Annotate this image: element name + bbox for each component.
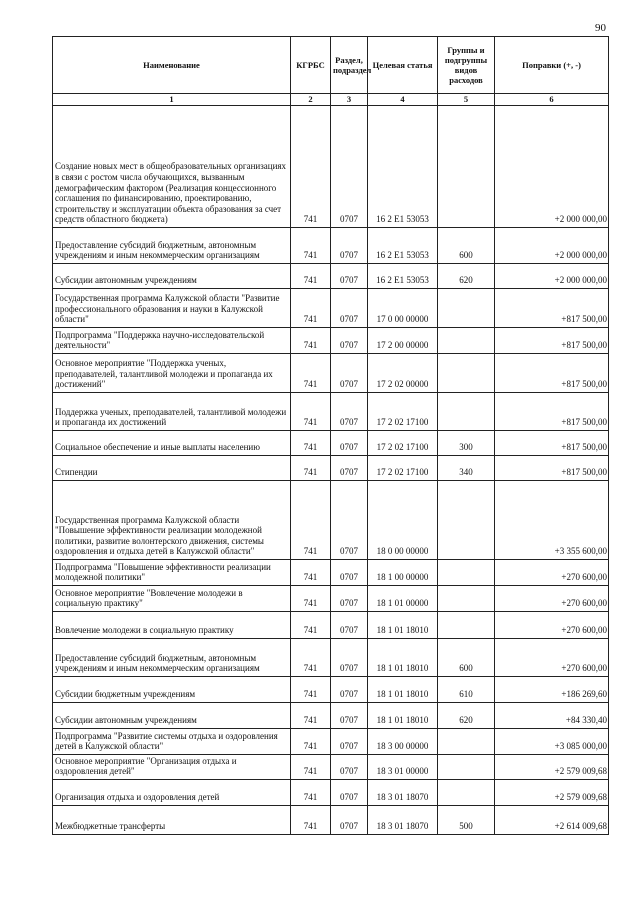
table-row <box>53 612 609 639</box>
row-amount-cell: +2 579 009,68 <box>495 780 609 806</box>
table-row <box>53 106 609 228</box>
row-amount-cell: +817 500,00 <box>495 289 609 328</box>
header-section: Раздел, подраздел <box>331 37 368 94</box>
row-name-cell: Предоставление субсидий бюджетным, автономным учреждениям и иным некоммерческим организациям <box>53 639 291 677</box>
row-kgrbs-cell: 741 <box>291 481 331 560</box>
row-target-cell: 18 3 00 00000 <box>368 729 438 755</box>
row-group-cell <box>438 586 495 612</box>
row-amount-cell: +186 269,60 <box>495 677 609 703</box>
row-kgrbs-cell: 741 <box>291 328 331 354</box>
row-group-cell <box>438 393 495 431</box>
row-group-cell <box>438 612 495 639</box>
table-row <box>53 677 609 703</box>
row-group-cell <box>438 328 495 354</box>
row-amount-cell: +270 600,00 <box>495 639 609 677</box>
row-amount-cell: +817 500,00 <box>495 328 609 354</box>
row-name-cell: Поддержка ученых, преподавателей, талантливой молодежи и пропаганда их достижений <box>53 393 291 431</box>
row-section-cell: 0707 <box>331 264 368 289</box>
row-section-cell: 0707 <box>331 806 368 835</box>
row-kgrbs-cell: 741 <box>291 106 331 228</box>
header-amount: Поправки (+, -) <box>495 37 609 94</box>
row-group-cell <box>438 289 495 328</box>
row-name-cell: Подпрограмма "Повышение эффективности реализации молодежной политики" <box>53 560 291 586</box>
row-kgrbs-cell: 741 <box>291 560 331 586</box>
row-target-cell: 17 0 00 00000 <box>368 289 438 328</box>
row-target-cell: 18 3 01 18070 <box>368 806 438 835</box>
row-kgrbs-cell: 741 <box>291 431 331 456</box>
table-row <box>53 780 609 806</box>
row-amount-cell: +817 500,00 <box>495 393 609 431</box>
column-number: 2 <box>291 94 331 106</box>
row-target-cell: 18 1 01 18010 <box>368 639 438 677</box>
row-target-cell: 17 2 02 17100 <box>368 431 438 456</box>
row-target-cell: 18 1 01 18010 <box>368 703 438 729</box>
row-kgrbs-cell: 741 <box>291 639 331 677</box>
row-name-cell: Создание новых мест в общеобразовательных организациях в связи с ростом числа обучающихся, вызванным демографическим фактором (Реализация концессионного соглашения по финансированию, проектированию, строительству и эксплуатации объекта образования за счет средств областного бюджета) <box>53 106 291 228</box>
row-name-cell: Стипендии <box>53 456 291 481</box>
table-row <box>53 481 609 560</box>
row-name-cell: Организация отдыха и оздоровления детей <box>53 780 291 806</box>
column-number: 6 <box>495 94 609 106</box>
row-section-cell: 0707 <box>331 289 368 328</box>
table-row <box>53 703 609 729</box>
row-section-cell: 0707 <box>331 586 368 612</box>
row-section-cell: 0707 <box>331 780 368 806</box>
row-name-cell: Основное мероприятие "Организация отдыха и оздоровления детей" <box>53 755 291 780</box>
header-groups: Группы и подгруппы видов расходов <box>438 37 495 94</box>
header-kgrbs: КГРБС <box>291 37 331 94</box>
column-number: 3 <box>331 94 368 106</box>
column-number: 1 <box>53 94 291 106</box>
row-amount-cell: +3 355 600,00 <box>495 481 609 560</box>
row-kgrbs-cell: 741 <box>291 677 331 703</box>
row-section-cell: 0707 <box>331 703 368 729</box>
row-name-cell: Межбюджетные трансферты <box>53 806 291 835</box>
row-target-cell: 16 2 E1 53053 <box>368 228 438 264</box>
column-number: 5 <box>438 94 495 106</box>
row-amount-cell: +2 000 000,00 <box>495 264 609 289</box>
table-row <box>53 289 609 328</box>
row-section-cell: 0707 <box>331 481 368 560</box>
row-amount-cell: +2 579 009,68 <box>495 755 609 780</box>
header-name: Наименование <box>53 37 291 94</box>
row-target-cell: 17 2 00 00000 <box>368 328 438 354</box>
row-target-cell: 18 3 01 00000 <box>368 755 438 780</box>
row-section-cell: 0707 <box>331 560 368 586</box>
row-name-cell: Социальное обеспечение и иные выплаты населению <box>53 431 291 456</box>
page-number: 90 <box>595 22 606 34</box>
row-section-cell: 0707 <box>331 456 368 481</box>
table-row <box>53 586 609 612</box>
row-amount-cell: +84 330,40 <box>495 703 609 729</box>
row-section-cell: 0707 <box>331 106 368 228</box>
row-group-cell <box>438 354 495 393</box>
row-amount-cell: +2 000 000,00 <box>495 106 609 228</box>
row-section-cell: 0707 <box>331 677 368 703</box>
row-kgrbs-cell: 741 <box>291 354 331 393</box>
row-name-cell: Подпрограмма "Поддержка научно-исследовательской деятельности" <box>53 328 291 354</box>
row-group-cell <box>438 780 495 806</box>
row-amount-cell: +2 000 000,00 <box>495 228 609 264</box>
row-group-cell: 500 <box>438 806 495 835</box>
row-section-cell: 0707 <box>331 228 368 264</box>
row-target-cell: 18 1 01 18010 <box>368 677 438 703</box>
row-name-cell: Государственная программа Калужской области "Повышение эффективности реализации молодежной политики, развитие волонтерского движения, системы оздоровления и отдыха детей в Калужской области" <box>53 481 291 560</box>
header-row <box>53 37 609 94</box>
row-amount-cell: +2 614 009,68 <box>495 806 609 835</box>
row-name-cell: Субсидии автономным учреждениям <box>53 264 291 289</box>
row-group-cell: 610 <box>438 677 495 703</box>
row-group-cell: 340 <box>438 456 495 481</box>
column-number-row <box>53 94 609 106</box>
table-row <box>53 354 609 393</box>
column-number: 4 <box>368 94 438 106</box>
row-group-cell: 620 <box>438 264 495 289</box>
row-kgrbs-cell: 741 <box>291 586 331 612</box>
row-kgrbs-cell: 741 <box>291 612 331 639</box>
table-row <box>53 328 609 354</box>
row-kgrbs-cell: 741 <box>291 289 331 328</box>
row-group-cell <box>438 729 495 755</box>
row-amount-cell: +270 600,00 <box>495 586 609 612</box>
row-target-cell: 16 2 E1 53053 <box>368 264 438 289</box>
row-name-cell: Субсидии бюджетным учреждениям <box>53 677 291 703</box>
row-kgrbs-cell: 741 <box>291 456 331 481</box>
row-name-cell: Подпрограмма "Развитие системы отдыха и оздоровления детей в Калужской области" <box>53 729 291 755</box>
table-row <box>53 228 609 264</box>
table-row <box>53 560 609 586</box>
row-target-cell: 18 1 01 18010 <box>368 612 438 639</box>
row-section-cell: 0707 <box>331 328 368 354</box>
table-row <box>53 393 609 431</box>
table-row <box>53 431 609 456</box>
row-target-cell: 18 0 00 00000 <box>368 481 438 560</box>
row-group-cell: 600 <box>438 228 495 264</box>
row-kgrbs-cell: 741 <box>291 780 331 806</box>
row-name-cell: Основное мероприятие "Вовлечение молодежи в социальную практику" <box>53 586 291 612</box>
row-kgrbs-cell: 741 <box>291 806 331 835</box>
row-name-cell: Предоставление субсидий бюджетным, автономным учреждениям и иным некоммерческим организациям <box>53 228 291 264</box>
row-section-cell: 0707 <box>331 393 368 431</box>
row-name-cell: Вовлечение молодежи в социальную практику <box>53 612 291 639</box>
table-row <box>53 639 609 677</box>
row-group-cell: 600 <box>438 639 495 677</box>
row-kgrbs-cell: 741 <box>291 393 331 431</box>
table-row <box>53 456 609 481</box>
row-name-cell: Основное мероприятие "Поддержка ученых, преподавателей, талантливой молодежи и пропаганда их достижений" <box>53 354 291 393</box>
row-section-cell: 0707 <box>331 354 368 393</box>
row-target-cell: 17 2 02 17100 <box>368 456 438 481</box>
row-target-cell: 17 2 02 00000 <box>368 354 438 393</box>
table-row <box>53 729 609 755</box>
row-target-cell: 18 3 01 18070 <box>368 780 438 806</box>
row-name-cell: Субсидии автономным учреждениям <box>53 703 291 729</box>
row-amount-cell: +817 500,00 <box>495 456 609 481</box>
row-section-cell: 0707 <box>331 755 368 780</box>
row-amount-cell: +270 600,00 <box>495 612 609 639</box>
table-row <box>53 264 609 289</box>
row-section-cell: 0707 <box>331 729 368 755</box>
row-target-cell: 17 2 02 17100 <box>368 393 438 431</box>
row-kgrbs-cell: 741 <box>291 729 331 755</box>
row-kgrbs-cell: 741 <box>291 264 331 289</box>
row-group-cell <box>438 560 495 586</box>
table-row <box>53 755 609 780</box>
row-section-cell: 0707 <box>331 431 368 456</box>
row-section-cell: 0707 <box>331 639 368 677</box>
row-group-cell <box>438 106 495 228</box>
row-kgrbs-cell: 741 <box>291 228 331 264</box>
row-target-cell: 16 2 E1 53053 <box>368 106 438 228</box>
header-target: Целевая статья <box>368 37 438 94</box>
row-kgrbs-cell: 741 <box>291 703 331 729</box>
row-target-cell: 18 1 00 00000 <box>368 560 438 586</box>
row-amount-cell: +817 500,00 <box>495 354 609 393</box>
row-name-cell: Государственная программа Калужской области "Развитие профессионального образования и науки в Калужской области" <box>53 289 291 328</box>
row-section-cell: 0707 <box>331 612 368 639</box>
row-amount-cell: +3 085 000,00 <box>495 729 609 755</box>
row-kgrbs-cell: 741 <box>291 755 331 780</box>
row-amount-cell: +270 600,00 <box>495 560 609 586</box>
row-target-cell: 18 1 01 00000 <box>368 586 438 612</box>
row-group-cell <box>438 481 495 560</box>
row-group-cell: 300 <box>438 431 495 456</box>
budget-table <box>52 36 609 835</box>
row-group-cell: 620 <box>438 703 495 729</box>
row-amount-cell: +817 500,00 <box>495 431 609 456</box>
row-group-cell <box>438 755 495 780</box>
table-row <box>53 806 609 835</box>
